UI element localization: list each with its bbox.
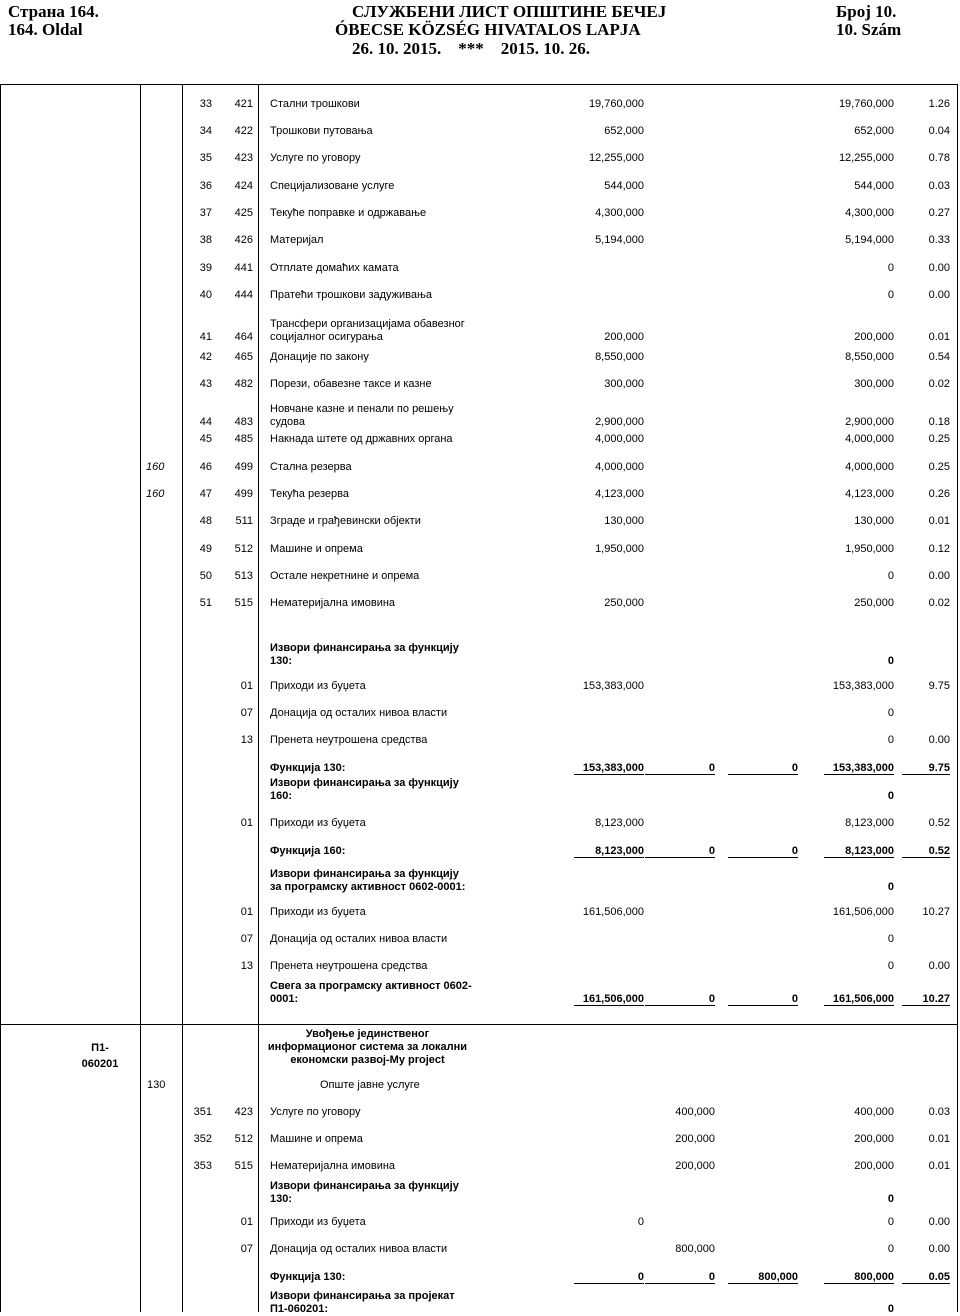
row-description: Нематеријална имовина [270,597,396,609]
row-value-v4: 8,550,000 [845,351,894,363]
row-value-v1: 130,000 [604,515,644,527]
row-account-code: 512 [234,1133,253,1145]
row-description: Стални трошкови [270,98,360,110]
row-value-v1: 300,000 [604,378,644,390]
total-underline [574,1283,644,1284]
row-description-line2: 160: [270,790,293,802]
row-function-code: 160 [146,488,165,500]
row-value-v4: 200,000 [854,331,894,343]
row-description: Пратећи трошкови задуживања [270,289,433,301]
row-value-v4: 8,123,000 [845,845,894,857]
row-value-v1: 161,506,000 [582,906,644,918]
row-account-code: 441 [234,262,253,274]
row-value-pct: 0.00 [928,1243,950,1255]
row-value-v1: 250,000 [604,597,644,609]
row-value-v4: 4,000,000 [845,461,894,473]
row-description-line2: П1-060201: [270,1303,329,1315]
function-code: 130 [147,1079,166,1091]
row-value-v1: 8,123,000 [595,817,644,829]
row-value-v4: 300,000 [854,378,894,390]
row-account-code: 464 [234,331,253,343]
row-value-v4: 0 [887,960,894,972]
row-description: Донација од осталих нивоа власти [270,707,448,719]
row-value-pct: 0.27 [928,207,950,219]
total-underline [902,1005,950,1006]
row-value-pct: 0.54 [928,351,950,363]
row-account-code: 07 [240,1243,253,1255]
row-account-code: 483 [234,416,253,428]
row-value-v4: 0 [887,1303,894,1315]
row-account-code: 13 [240,960,253,972]
row-value-pct: 0.01 [928,1160,950,1172]
grid-line [258,84,259,1312]
row-value-v1: 4,300,000 [595,207,644,219]
row-number: 36 [199,180,212,192]
row-value-v3: 0 [791,993,798,1005]
grid-line [140,84,141,1312]
row-value-v1: 12,255,000 [588,152,644,164]
row-value-v1: 4,000,000 [595,433,644,445]
row-value-v4: 800,000 [854,1271,894,1283]
row-description: Порези, обавезне таксе и казне [270,378,432,390]
row-description-line2: 130: [270,1193,293,1205]
row-value-v4: 0 [887,707,894,719]
total-underline [574,1005,644,1006]
row-description: Извори финансирања за функцију [270,642,459,654]
row-account-code: 423 [234,152,253,164]
row-value-pct: 10.27 [922,993,950,1005]
row-description: Извори финансирања за пројекат [270,1290,455,1302]
row-value-v1: 544,000 [604,180,644,192]
row-number: 353 [193,1160,212,1172]
total-underline [728,1283,798,1284]
row-value-pct: 0.00 [928,570,950,582]
row-number: 34 [199,125,212,137]
row-description: Текуће поправке и одржавање [270,207,427,219]
row-value-v4: 652,000 [854,125,894,137]
row-description: Материјал [270,234,324,246]
row-value-v3: 0 [791,845,798,857]
row-value-v4: 12,255,000 [838,152,894,164]
function-description: Опште јавне услуге [320,1079,420,1091]
row-description: Новчане казне и пенали по решењу [270,403,454,415]
row-account-code: 499 [234,488,253,500]
row-value-v2: 0 [708,1271,715,1283]
row-description: Приходи из буџета [270,1216,366,1228]
row-value-pct: 0.05 [928,1271,950,1283]
row-value-v1: 153,383,000 [582,762,644,774]
row-account-code: 01 [240,1216,253,1228]
row-number: 33 [199,98,212,110]
journal-title-sr: СЛУЖБЕНИ ЛИСТ ОПШТИНЕ БЕЧЕЈ [352,2,667,21]
row-number: 35 [199,152,212,164]
row-value-v1: 652,000 [604,125,644,137]
row-description: Донација од осталих нивоа власти [270,933,448,945]
row-value-v4: 0 [887,655,894,667]
row-value-pct: 0.02 [928,597,950,609]
row-value-v4: 4,123,000 [845,488,894,500]
issue-number-sr: Број 10. [836,2,897,21]
row-value-pct: 0.01 [928,331,950,343]
row-value-pct: 0.03 [928,180,950,192]
row-account-code: 425 [234,207,253,219]
row-value-v4: 130,000 [854,515,894,527]
row-value-pct: 0.00 [928,960,950,972]
row-description: Стална резерва [270,461,352,473]
row-description: Текућа резерва [270,488,349,500]
row-account-code: 513 [234,570,253,582]
row-value-v1: 0 [637,1271,644,1283]
row-value-pct: 0.52 [928,845,950,857]
total-underline [824,1005,894,1006]
total-underline [824,774,894,775]
row-account-code: 424 [234,180,253,192]
total-underline [645,1283,715,1284]
row-description: Приходи из буџета [270,817,366,829]
row-account-code: 422 [234,125,253,137]
total-underline [902,774,950,775]
row-description: Донација од осталих нивоа власти [270,1243,448,1255]
issue-number-hu: 10. Szám [836,20,902,39]
row-value-v3: 800,000 [758,1271,798,1283]
row-description: Свега за програмску активност 0602- [270,980,472,992]
row-value-v4: 0 [887,790,894,802]
row-number: 40 [199,289,212,301]
row-value-pct: 0.52 [928,817,950,829]
row-description-line2: судова [270,416,306,428]
row-description-line2: за програмску активност 0602-0001: [270,881,466,893]
row-value-v4: 0 [887,933,894,945]
row-account-code: 01 [240,680,253,692]
row-description: Пренета неутрошена средства [270,960,428,972]
row-value-v1: 200,000 [604,331,644,343]
total-underline [902,857,950,858]
row-account-code: 482 [234,378,253,390]
row-value-v2: 800,000 [675,1243,715,1255]
row-value-v4: 0 [887,1193,894,1205]
row-account-code: 465 [234,351,253,363]
row-value-pct: 0.02 [928,378,950,390]
row-value-v3: 0 [791,762,798,774]
row-description: Трансфери организацијама обавезног [270,318,465,330]
row-description: Функција 130: [270,1271,346,1283]
row-number: 46 [199,461,212,473]
issue-date: 26. 10. 2015. *** 2015. 10. 26. [352,39,590,58]
row-value-v4: 0 [887,881,894,893]
row-value-pct: 0.18 [928,416,950,428]
row-value-pct: 0.00 [928,262,950,274]
row-description: Трошкови путовања [270,125,373,137]
row-account-code: 485 [234,433,253,445]
row-account-code: 499 [234,461,253,473]
row-value-v4: 544,000 [854,180,894,192]
row-value-pct: 0.00 [928,289,950,301]
row-description: Машине и опрема [270,543,363,555]
row-description: Накнада штете од државних органа [270,433,453,445]
row-number: 42 [199,351,212,363]
row-description: Функција 160: [270,845,346,857]
total-underline [728,857,798,858]
row-account-code: 07 [240,707,253,719]
row-value-v4: 0 [887,734,894,746]
row-value-v2: 400,000 [675,1106,715,1118]
row-value-v1: 4,123,000 [595,488,644,500]
row-value-v1: 5,194,000 [595,234,644,246]
row-description: Извори финансирања за функцију [270,868,459,880]
row-value-v4: 2,900,000 [845,416,894,428]
row-value-v4: 5,194,000 [845,234,894,246]
row-number: 51 [199,597,212,609]
row-value-v4: 0 [887,1243,894,1255]
project-title: Увођење јединственог информационог система за локални економски развој-My project [267,1028,468,1066]
row-account-code: 421 [234,98,253,110]
row-value-pct: 0.25 [928,461,950,473]
row-number: 38 [199,234,212,246]
row-description: Зграде и грађевински објекти [270,515,421,527]
row-value-pct: 1.26 [928,98,950,110]
row-value-v4: 250,000 [854,597,894,609]
row-description-line2: социјалног осигурања [270,331,383,343]
row-value-pct: 0.00 [928,734,950,746]
row-value-v1: 161,506,000 [582,993,644,1005]
row-account-code: 444 [234,289,253,301]
row-value-v4: 153,383,000 [832,680,894,692]
row-account-code: 13 [240,734,253,746]
row-value-v4: 8,123,000 [845,817,894,829]
row-description: Функција 130: [270,762,346,774]
row-account-code: 515 [234,1160,253,1172]
row-description: Отплате домаћих камата [270,262,399,274]
row-value-pct: 0.12 [928,543,950,555]
row-value-pct: 9.75 [928,680,950,692]
total-underline [645,857,715,858]
row-value-v4: 1,950,000 [845,543,894,555]
total-underline [574,857,644,858]
row-number: 41 [199,331,212,343]
page-number-hu: 164. Oldal [8,20,83,39]
row-description: Услуге по уговору [270,1106,361,1118]
row-value-pct: 0.78 [928,152,950,164]
row-value-v2: 200,000 [675,1133,715,1145]
row-value-v1: 4,000,000 [595,461,644,473]
row-value-pct: 0.03 [928,1106,950,1118]
row-number: 351 [193,1106,212,1118]
row-value-pct: 0.26 [928,488,950,500]
row-number: 44 [199,416,212,428]
row-description: Машине и опрема [270,1133,363,1145]
total-underline [824,1283,894,1284]
row-account-code: 426 [234,234,253,246]
row-account-code: 01 [240,817,253,829]
row-value-v4: 0 [887,262,894,274]
row-value-v4: 0 [887,1216,894,1228]
row-description: Извори финансирања за функцију [270,777,459,789]
row-value-v1: 8,550,000 [595,351,644,363]
row-number: 47 [199,488,212,500]
row-description: Услуге по уговору [270,152,361,164]
row-description: Донације по закону [270,351,369,363]
row-value-v4: 400,000 [854,1106,894,1118]
row-value-v2: 200,000 [675,1160,715,1172]
total-underline [574,774,644,775]
row-description: Специјализоване услуге [270,180,395,192]
row-account-code: 515 [234,597,253,609]
row-value-v4: 200,000 [854,1133,894,1145]
row-value-pct: 0.00 [928,1216,950,1228]
row-value-v4: 161,506,000 [832,906,894,918]
row-number: 45 [199,433,212,445]
row-value-v4: 4,300,000 [845,207,894,219]
row-description: Извори финансирања за функцију [270,1180,459,1192]
row-value-pct: 9.75 [928,762,950,774]
row-value-v4: 4,000,000 [845,433,894,445]
row-value-pct: 10.27 [922,906,950,918]
row-value-v1: 1,950,000 [595,543,644,555]
row-value-pct: 0.25 [928,433,950,445]
row-function-code: 160 [146,461,165,473]
journal-title-hu: ÓBECSE KÖZSÉG HIVATALOS LAPJA [335,20,641,39]
total-underline [645,1005,715,1006]
row-description: Остале некретнине и опрема [270,570,420,582]
row-description-line2: 0001: [270,993,299,1005]
row-value-v2: 0 [708,845,715,857]
row-value-v4: 153,383,000 [832,762,894,774]
row-value-v1: 153,383,000 [582,680,644,692]
row-value-v4: 0 [887,570,894,582]
row-description: Приходи из буџета [270,680,366,692]
row-account-code: 512 [234,543,253,555]
row-value-v1: 19,760,000 [588,98,644,110]
row-value-v4: 19,760,000 [838,98,894,110]
row-account-code: 01 [240,906,253,918]
row-value-pct: 0.01 [928,515,950,527]
row-number: 37 [199,207,212,219]
row-value-pct: 0.33 [928,234,950,246]
row-value-v4: 200,000 [854,1160,894,1172]
row-value-v1: 8,123,000 [595,845,644,857]
row-value-v4: 161,506,000 [832,993,894,1005]
row-description: Приходи из буџета [270,906,366,918]
row-value-pct: 0.04 [928,125,950,137]
row-value-v2: 0 [708,762,715,774]
row-number: 352 [193,1133,212,1145]
row-number: 50 [199,570,212,582]
total-underline [902,1283,950,1284]
project-code: П1- 060201 [81,1042,119,1070]
row-number: 39 [199,262,212,274]
page-header [0,0,960,62]
total-underline [645,774,715,775]
row-value-pct: 0.01 [928,1133,950,1145]
row-value-v2: 0 [708,993,715,1005]
row-number: 49 [199,543,212,555]
total-underline [728,774,798,775]
grid-line [0,1024,958,1025]
row-account-code: 07 [240,933,253,945]
row-number: 43 [199,378,212,390]
grid-line [182,84,183,1312]
row-account-code: 511 [235,515,253,527]
total-underline [728,1005,798,1006]
total-underline [824,857,894,858]
budget-table-frame [0,84,958,1312]
row-description: Нематеријална имовина [270,1160,396,1172]
row-value-v4: 0 [887,289,894,301]
row-description-line2: 130: [270,655,293,667]
row-value-v1: 0 [637,1216,644,1228]
row-value-v1: 2,900,000 [595,416,644,428]
row-account-code: 423 [234,1106,253,1118]
row-description: Пренета неутрошена средства [270,734,428,746]
row-number: 48 [199,515,212,527]
page-number-sr: Страна 164. [8,2,99,21]
